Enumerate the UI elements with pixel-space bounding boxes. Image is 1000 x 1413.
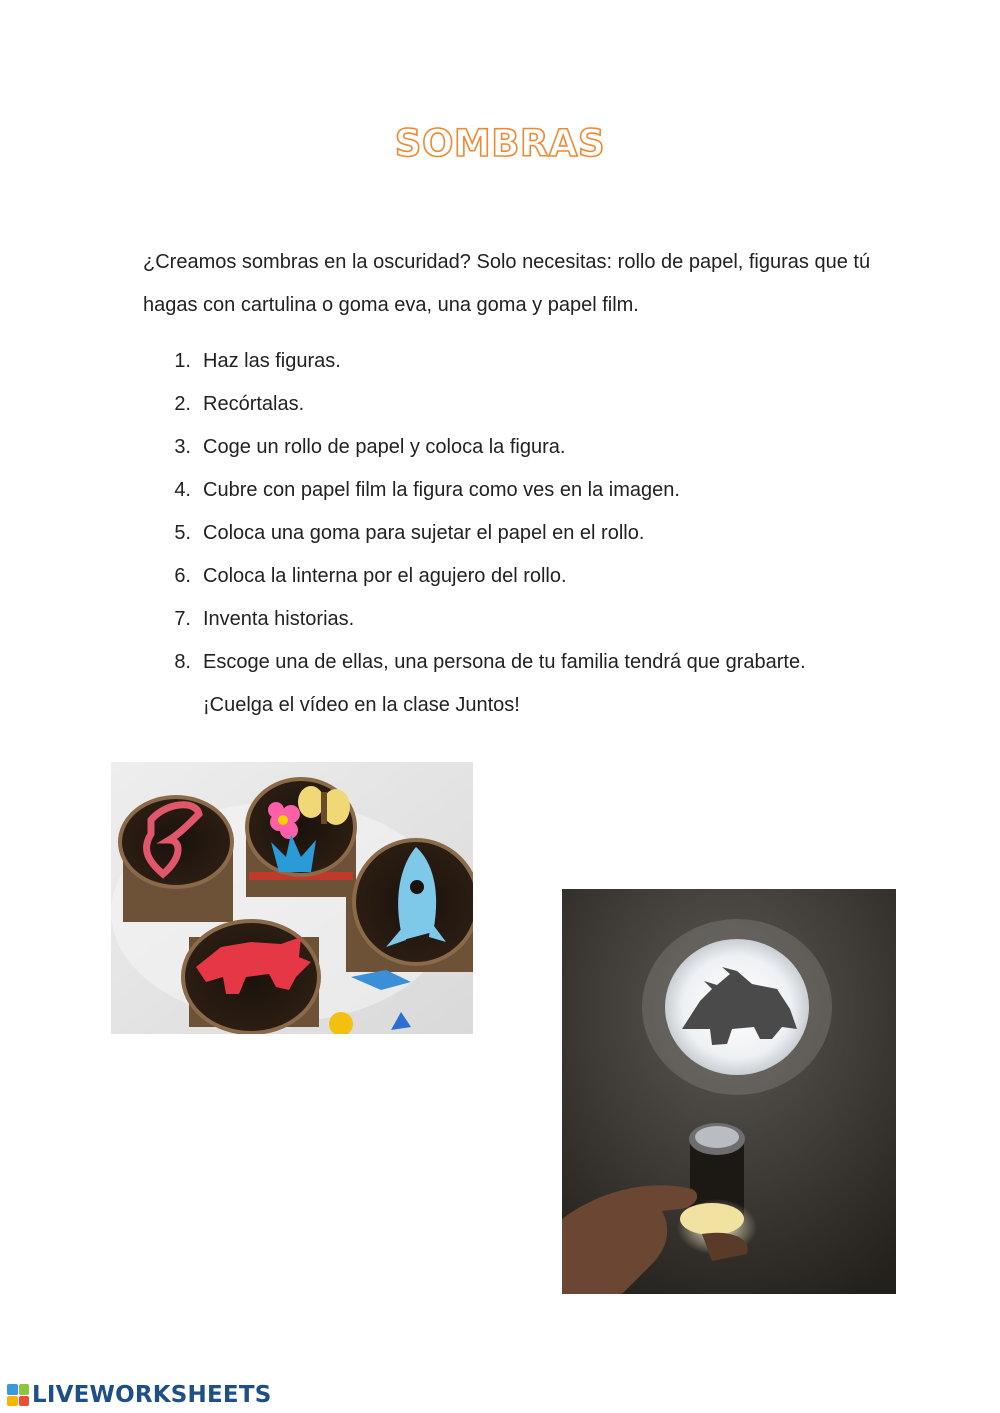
step-text: Inventa historias. — [203, 608, 355, 630]
step-text: Coloca una goma para sujetar el papel en el rollo. — [203, 522, 645, 544]
list-item — [143, 340, 873, 383]
list-item — [143, 383, 873, 426]
step-text: Escoge una de ellas, una persona de tu familia tendrá que grabarte. ¡Cuelga el vídeo en la clase Juntos! — [203, 651, 806, 716]
liveworksheets-logo-icon — [7, 1384, 29, 1406]
shadow-projection-photo — [562, 889, 896, 1294]
step-text: Coloca la linterna por el agujero del rollo. — [203, 565, 567, 587]
paper-rolls-photo — [111, 762, 473, 1034]
page-title: SOMBRAS — [394, 122, 606, 165]
brand-name: LIVEWORKSHEETS — [32, 1382, 272, 1408]
list-item — [143, 469, 873, 512]
step-number: 7. — [174, 608, 191, 630]
step-number: 2. — [174, 393, 191, 415]
logo-square — [19, 1396, 30, 1407]
logo-square — [7, 1396, 18, 1407]
list-item — [143, 598, 873, 641]
step-number: 1. — [174, 350, 191, 372]
step-text: Coge un rollo de papel y coloca la figura. — [203, 436, 566, 458]
step-number: 4. — [174, 479, 191, 501]
list-item — [143, 512, 873, 555]
step-number: 3. — [174, 436, 191, 458]
logo-square — [7, 1384, 18, 1395]
step-text: Recórtalas. — [203, 393, 305, 415]
step-number: 8. — [174, 651, 191, 673]
list-item — [143, 555, 873, 598]
footer-brand — [7, 1380, 271, 1410]
step-text: Cubre con papel film la figura como ves en la imagen. — [203, 479, 680, 501]
logo-square — [19, 1384, 30, 1395]
steps-list — [143, 340, 873, 727]
list-item — [143, 426, 873, 469]
step-number: 6. — [174, 565, 191, 587]
list-item — [143, 641, 873, 727]
step-text: Haz las figuras. — [203, 350, 341, 372]
step-number: 5. — [174, 522, 191, 544]
intro-paragraph: ¿Creamos sombras en la oscuridad? Solo necesitas: rollo de papel, figuras que tú hagas con cartulina o goma eva, una goma y papel film. — [143, 251, 871, 316]
